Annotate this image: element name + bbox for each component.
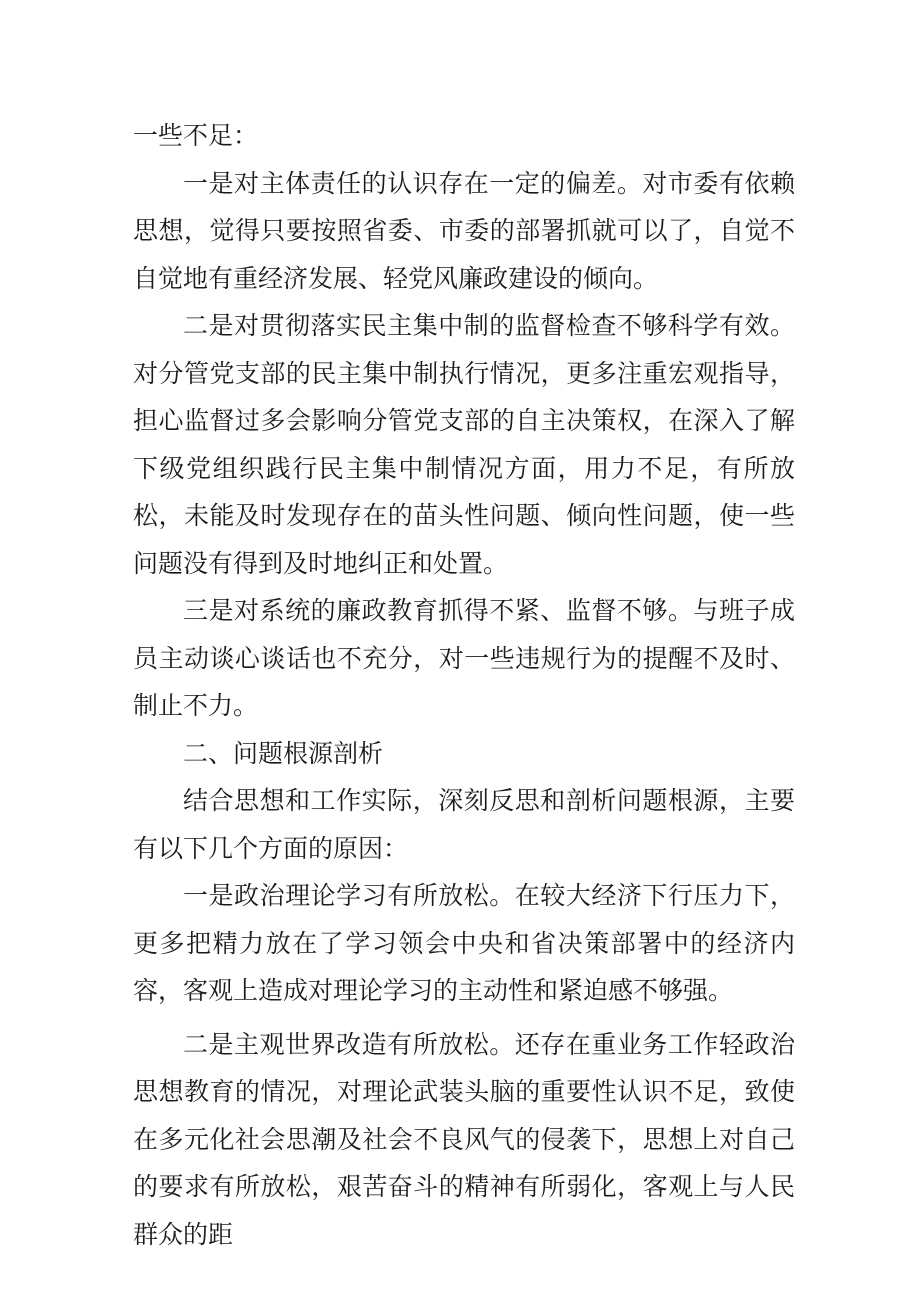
document-body bbox=[133, 112, 795, 1258]
paragraph-cause-2: 二是主观世界改造有所放松。还存在重业务工作轻政治思想教育的情况，对理论武装头脑的重要性认识不足，致使在多元化社会思潮及社会不良风气的侵袭下，思想上对自己的要求有所放松，艰苦奋斗的精神有所弱化，客观上与人民群众的距 bbox=[133, 1029, 795, 1249]
paragraph-cause-1: 一是政治理论学习有所放松。在较大经济下行压力下，更多把精力放在了学习领会中央和省决策部署中的经济内容，客观上造成对理论学习的主动性和紧迫感不够强。 bbox=[133, 881, 795, 1005]
paragraph-shortcoming-1: 一是对主体责任的认识存在一定的偏差。对市委有依赖思想，觉得只要按照省委、市委的部署抓就可以了，自觉不自觉地有重经济发展、轻党风廉政建设的倾向。 bbox=[133, 168, 795, 293]
paragraph-root-cause-intro: 结合思想和工作实际，深刻反思和剖析问题根源，主要有以下几个方面的原因： bbox=[133, 786, 795, 863]
paragraph-shortcoming-3: 三是对系统的廉政教育抓得不紧、监督不够。与班子成员主动谈心谈话也不充分，对一些违规行为的提醒不及时、制止不力。 bbox=[133, 596, 795, 720]
paragraph-shortcomings-intro: 一些不足： bbox=[133, 121, 259, 150]
section-heading-root-cause: 二、问题根源剖析 bbox=[183, 738, 384, 768]
paragraph-shortcoming-2: 二是对贯彻落实民主集中制的监督检查不够科学有效。对分管党支部的民主集中制执行情况，更多注重宏观指导，担心监督过多会影响分管党支部的自主决策权，在深入了解下级党组织践行民主集中制情况方面，用力不足，有所放松，未能及时发现存在的苗头性问题、倾向性问题，使一些问题没有得到及时地纠正和处置。 bbox=[133, 311, 795, 578]
